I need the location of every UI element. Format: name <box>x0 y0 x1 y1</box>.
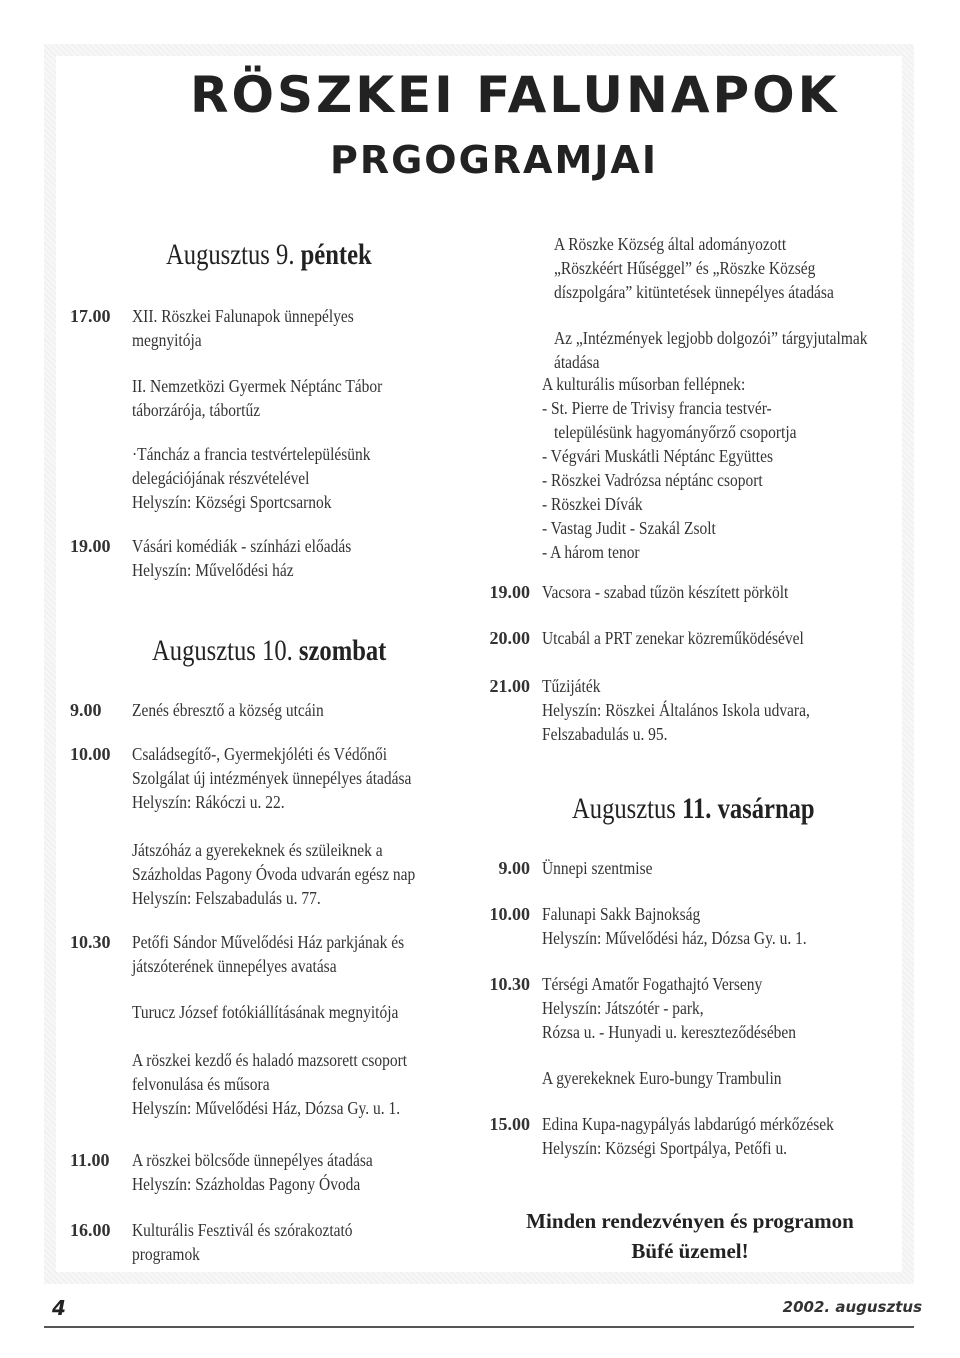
program-description: Játszóház a gyerekeknek és szüleiknek a Százholdas Pagony Óvoda udvarán egész nap Helyszín: Felszabadulás u. 77. <box>132 840 416 908</box>
program-time: 21.00 <box>489 676 530 696</box>
day-heading-aug-9: Augusztus 9. péntek <box>166 238 372 271</box>
program-time: 15.00 <box>489 1114 530 1134</box>
program-description: II. Nemzetközi Gyermek Néptánc Tábor táborzárója, tábortűz <box>132 376 383 420</box>
footer-divider <box>44 1326 914 1328</box>
day-heading-aug-10: Augusztus 10. szombat <box>152 634 387 667</box>
issue-date: 2002. augusztus <box>782 1298 922 1316</box>
program-description: Az „Intézmények legjobb dolgozói” tárgyjutalmak átadása <box>554 328 868 372</box>
main-title: RÖSZKEI FALUNAPOK <box>190 66 840 124</box>
program-description: Ünnepi szentmise <box>542 858 653 878</box>
program-description: Falunapi Sakk Bajnokság Helyszín: Művelődési ház, Dózsa Gy. u. 1. <box>542 904 807 948</box>
program-time: 9.00 <box>498 858 530 878</box>
program-description: ·Táncház a francia testvértelepülésünk delegációjának részvételével Helyszín: Községi Sportcsarnok <box>132 444 371 512</box>
program-description: Tűzijáték Helyszín: Röszkei Általános Iskola udvara, Felszabadulás u. 95. <box>542 676 810 744</box>
program-description: A Röszke Község által adományozott „Röszkéért Hűséggel” és „Röszke Község díszpolgára” kitüntetések ünnepélyes átadása <box>554 234 834 302</box>
program-description: Utcabál a PRT zenekar közreműködésével <box>542 628 804 648</box>
program-time: 10.00 <box>489 904 530 924</box>
program-description: Kulturális Fesztivál és szórakoztató programok <box>132 1220 353 1264</box>
page-number: 4 <box>52 1296 66 1320</box>
program-description: Petőfi Sándor Művelődési Ház parkjának és játszóterének ünnepélyes avatása <box>132 932 405 976</box>
day-heading-aug-11: Augusztus 11. vasárnap <box>572 792 815 825</box>
program-time: 10.30 <box>70 932 111 952</box>
program-description: Vásári komédiák - színházi előadás Helyszín: Művelődési ház <box>132 536 352 580</box>
closing-note: Minden rendezvényen és programon Büfé üzemel! <box>526 1209 854 1263</box>
program-time: 10.00 <box>70 744 111 764</box>
program-time: 20.00 <box>489 628 530 648</box>
program-time: 19.00 <box>489 582 530 602</box>
program-description: Edina Kupa-nagypályás labdarúgó mérkőzések Helyszín: Községi Sportpálya, Petőfi u. <box>542 1114 834 1158</box>
program-description: A gyerekeknek Euro-bungy Trambulin <box>542 1068 782 1088</box>
program-time: 16.00 <box>70 1220 111 1240</box>
program-description: Turucz József fotókiállításának megnyitója <box>132 1002 399 1022</box>
program-description: A röszkei bölcsőde ünnepélyes átadása Helyszín: Százholdas Pagony Óvoda <box>132 1150 373 1194</box>
program-description: A röszkei kezdő és haladó mazsorett csoport felvonulása és műsora Helyszín: Művelődési Ház, Dózsa Gy. u. 1. <box>132 1050 408 1118</box>
program-time: 10.30 <box>489 974 530 994</box>
program-description: Családsegítő-, Gyermekjóléti és Védőnői Szolgálat új intézmények ünnepélyes átadása Helyszín: Rákóczi u. 22. <box>132 744 412 812</box>
program-time: 9.00 <box>70 700 102 720</box>
program-description: A kulturális műsorban fellépnek: - St. Pierre de Trivisy francia testvér- településünk hagyományőrző csoportja - Végvári Muskátli Néptánc Együttes - Röszkei Vadrózsa néptánc csoport - Röszkei Dívák - Vastag Judit - Szakál Zsolt - A három tenor <box>542 374 797 562</box>
program-description: Térségi Amatőr Fogathajtó Verseny Helyszín: Játszótér - park, Rózsa u. - Hunyadi u. kereszteződésében <box>542 974 797 1042</box>
program-time: 17.00 <box>70 306 111 326</box>
program-description: Vacsora - szabad tűzön készített pörkölt <box>542 582 789 602</box>
program-description: XII. Röszkei Falunapok ünnepélyes megnyitója <box>132 306 354 350</box>
program-time: 11.00 <box>70 1150 110 1170</box>
subtitle: PRGOGRAMJAI <box>330 138 658 182</box>
program-description: Zenés ébresztő a község utcáin <box>132 700 324 720</box>
program-time: 19.00 <box>70 536 111 556</box>
